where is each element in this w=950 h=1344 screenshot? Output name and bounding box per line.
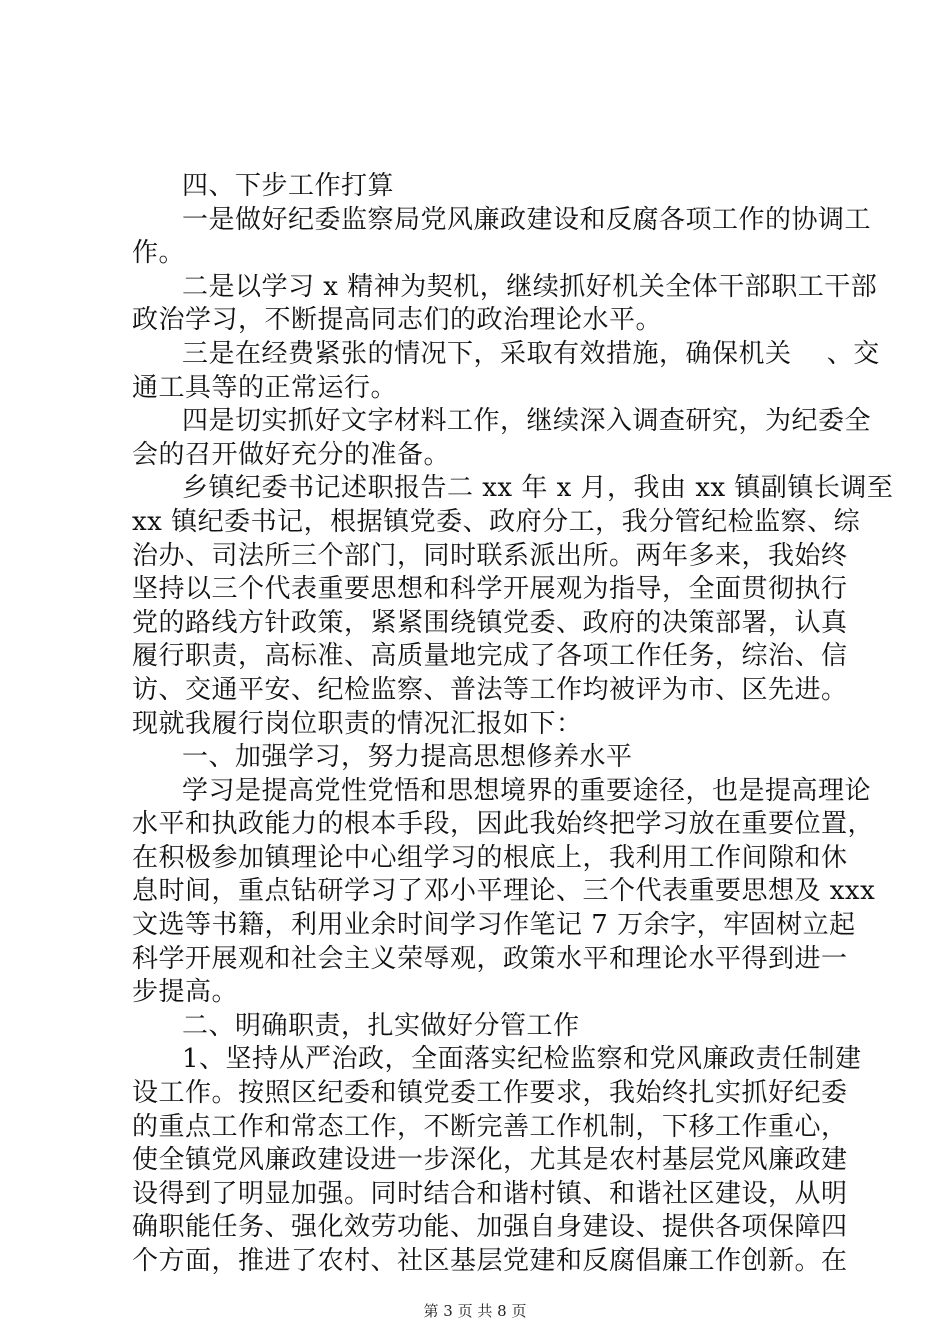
text-line: 水平和执政能力的根本手段，因此我始终把学习放在重要位置， <box>132 809 875 840</box>
text-line: 息时间，重点钻研学习了邓小平理论、三个代表重要思想及 xxx <box>132 876 876 907</box>
text-line: 步提高。 <box>132 977 239 1008</box>
text-line: 学习是提高党性党悟和思想境界的重要途径，也是提高理论 <box>182 775 872 806</box>
page-number-label: 第 3 页 共 8 页 <box>423 1302 527 1320</box>
text-line: 确职能任务、强化效劳功能、加强自身建设、提供各项保障四 <box>132 1212 848 1243</box>
text-line: 通工具等的正常运行。 <box>132 372 398 403</box>
text-line: 设得到了明显加强。同时结合和谐村镇、和谐社区建设，从明 <box>132 1178 848 1209</box>
text-line: 四、下步工作打算 <box>182 171 395 201</box>
text-line: 1、坚持从严治政，全面落实纪检监察和党风廉政责任制建 <box>182 1044 862 1075</box>
text-line: 一是做好纪委监察局党风廉政建设和反腐各项工作的协调工 <box>182 204 872 235</box>
text-line: 访、交通平安、纪检监察、普法等工作均被评为市、区先进。 <box>132 674 848 705</box>
text-line: 治办、司法所三个部门，同时联系派出所。两年多来，我始终 <box>132 540 848 571</box>
text-line: 坚持以三个代表重要思想和科学开展观为指导，全面贯彻执行 <box>132 574 848 605</box>
text-line: 乡镇纪委书记述职报告二 xx 年 x 月，我由 xx 镇副镇长调至 <box>182 473 894 504</box>
text-line: 个方面，推进了农村、社区基层党建和反腐倡廉工作创新。在 <box>132 1246 848 1276</box>
text-line: 在积极参加镇理论中心组学习的根底上，我利用工作间隙和休 <box>132 842 848 873</box>
text-line: 现就我履行岗位职责的情况汇报如下： <box>132 708 583 739</box>
text-line: 的重点工作和常态工作，不断完善工作机制，下移工作重心， <box>132 1111 848 1142</box>
text-line: 一、加强学习，努力提高思想修养水平 <box>182 742 633 773</box>
text-line: 会的召开做好充分的准备。 <box>132 439 451 470</box>
text-line: 设工作。按照区纪委和镇党委工作要求，我始终扎实抓好纪委 <box>132 1078 848 1109</box>
text-line: 使全镇党风廉政建设进一步深化，尤其是农村基层党风廉政建 <box>132 1145 848 1176</box>
text-line: 二是以学习 x 精神为契机，继续抓好机关全体干部职工干部 <box>182 271 878 302</box>
text-line: 三是在经费紧张的情况下，采取有效措施，确保机关 、交 <box>182 338 880 369</box>
text-line: 作。 <box>132 238 186 269</box>
text-line: xx 镇纪委书记，根据镇党委、政府分工，我分管纪检监察、综 <box>132 506 861 537</box>
text-line: 履行职责，高标准、高质量地完成了各项工作任务，综治、信 <box>132 641 848 672</box>
page-footer <box>0 1300 950 1321</box>
text-line: 四是切实抓好文字材料工作，继续深入调查研究，为纪委全 <box>182 406 872 437</box>
text-line: 二、明确职责，扎实做好分管工作 <box>182 1010 580 1041</box>
text-line: 科学开展观和社会主义荣辱观，政策水平和理论水平得到进一 <box>132 943 848 974</box>
text-line: 党的路线方针政策，紧紧围绕镇党委、政府的决策部署，认真 <box>132 607 848 638</box>
text-line: 文选等书籍，利用业余时间学习作笔记 7 万余字，牢固树立起 <box>132 910 856 941</box>
text-line: 政治学习，不断提高同志们的政治理论水平。 <box>132 305 663 336</box>
document-body <box>132 170 894 1279</box>
